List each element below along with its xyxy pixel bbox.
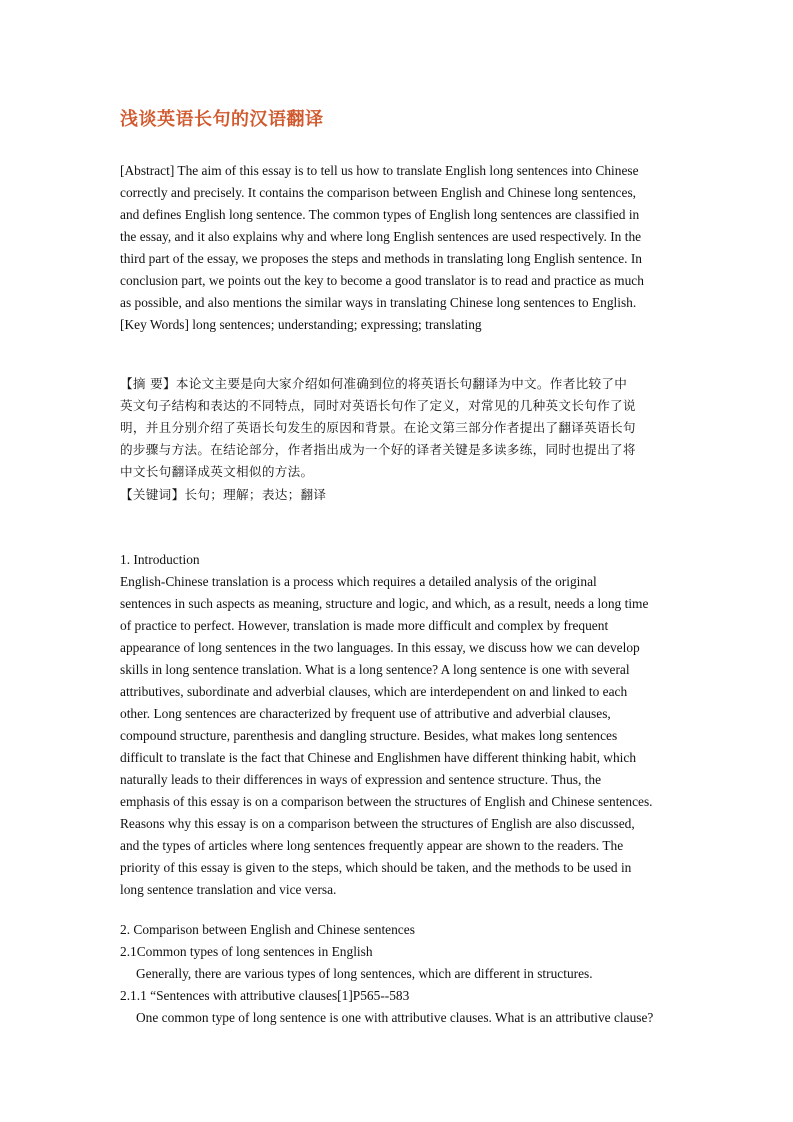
body-line: sentences in such aspects as meaning, structure and logic, and which, as a result, needs a long time: [120, 596, 649, 611]
body-line: attributives, subordinate and adverbial clauses, which are interdependent on and linked to each: [120, 684, 628, 699]
abstract-en-line: the essay, and it also explains why and where long English sentences are used respectively. In the: [120, 229, 642, 244]
abstract-en-line: and defines English long sentence. The common types of English long sentences are classified in: [120, 207, 640, 222]
body-line: appearance of long sentences in the two languages. In this essay, we discuss how we can develop: [120, 640, 640, 655]
abstract-en-line: as possible, and also mentions the similar ways in translating Chinese long sentences to English.: [120, 295, 637, 310]
keywords-chinese: 【关键词】长句；理解；表达；翻译: [120, 487, 327, 502]
abstract-cn-line: 中文长句翻译成英文相似的方法。: [120, 464, 314, 479]
abstract-en-line: conclusion part, we points out the key to become a good translator is to read and practice as much: [120, 273, 644, 288]
abstract-cn-line: 【摘 要】本论文主要是向大家介绍如何准确到位的将英语长句翻译为中文。作者比较了中: [120, 376, 628, 391]
body-line: and the types of articles where long sentences frequently appear are shown to the readers. The: [120, 838, 624, 853]
body-line: naturally leads to their differences in ways of expression and sentence structure. Thus, the: [120, 772, 602, 787]
section-heading: 2. Comparison between English and Chinese sentences: [120, 922, 415, 937]
body-line: other. Long sentences are characterized by frequent use of attributive and adverbial clauses,: [120, 706, 611, 721]
body-line: compound structure, parenthesis and dangling structure. Besides, what makes long sentences: [120, 728, 618, 743]
subsection-heading: 2.1Common types of long sentences in English: [120, 944, 373, 959]
body-line: long sentence translation and vice versa.: [120, 882, 337, 897]
keywords-english: [Key Words] long sentences; understanding; expressing; translating: [120, 317, 482, 332]
body-line: difficult to translate is the fact that Chinese and Englishmen have different thinking habit, which: [120, 750, 637, 765]
abstract-cn-line: 明，并且分别介绍了英语长句发生的原因和背景。在论文第三部分作者提出了翻译英语长句: [120, 420, 636, 435]
body-line: Generally, there are various types of long sentences, which are different in structures.: [136, 966, 593, 981]
body-line: skills in long sentence translation. What is a long sentence? A long sentence is one with several: [120, 662, 630, 677]
section-heading: 1. Introduction: [120, 552, 200, 567]
abstract-cn-line: 英文句子结构和表达的不同特点，同时对英语长句作了定义，对常见的几种英文长句作了说: [120, 398, 636, 413]
body-line: Reasons why this essay is on a comparison between the structures of English are also discussed,: [120, 816, 635, 831]
document-title: 浅谈英语长句的汉语翻译: [120, 109, 324, 130]
body-line: One common type of long sentence is one with attributive clauses. What is an attributive clause?: [136, 1010, 654, 1025]
body-line: emphasis of this essay is on a comparison between the structures of English and Chinese sentences.: [120, 794, 653, 809]
body-line: priority of this essay is given to the steps, which should be taken, and the methods to be used in: [120, 860, 632, 875]
body-line: English-Chinese translation is a process which requires a detailed analysis of the original: [120, 574, 597, 589]
abstract-cn-line: 的步骤与方法。在结论部分，作者指出成为一个好的译者关键是多读多练，同时也提出了将: [120, 442, 636, 457]
subsubsection-heading: 2.1.1 “Sentences with attributive clauses[1]P565--583: [120, 988, 410, 1003]
abstract-en-line: [Abstract] The aim of this essay is to tell us how to translate English long sentences into Chinese: [120, 163, 639, 178]
body-line: of practice to perfect. However, translation is made more difficult and complex by frequent: [120, 618, 609, 633]
abstract-en-line: third part of the essay, we proposes the steps and methods in translating long English sentence. In: [120, 251, 642, 266]
abstract-en-line: correctly and precisely. It contains the comparison between English and Chinese long sentences,: [120, 185, 636, 200]
